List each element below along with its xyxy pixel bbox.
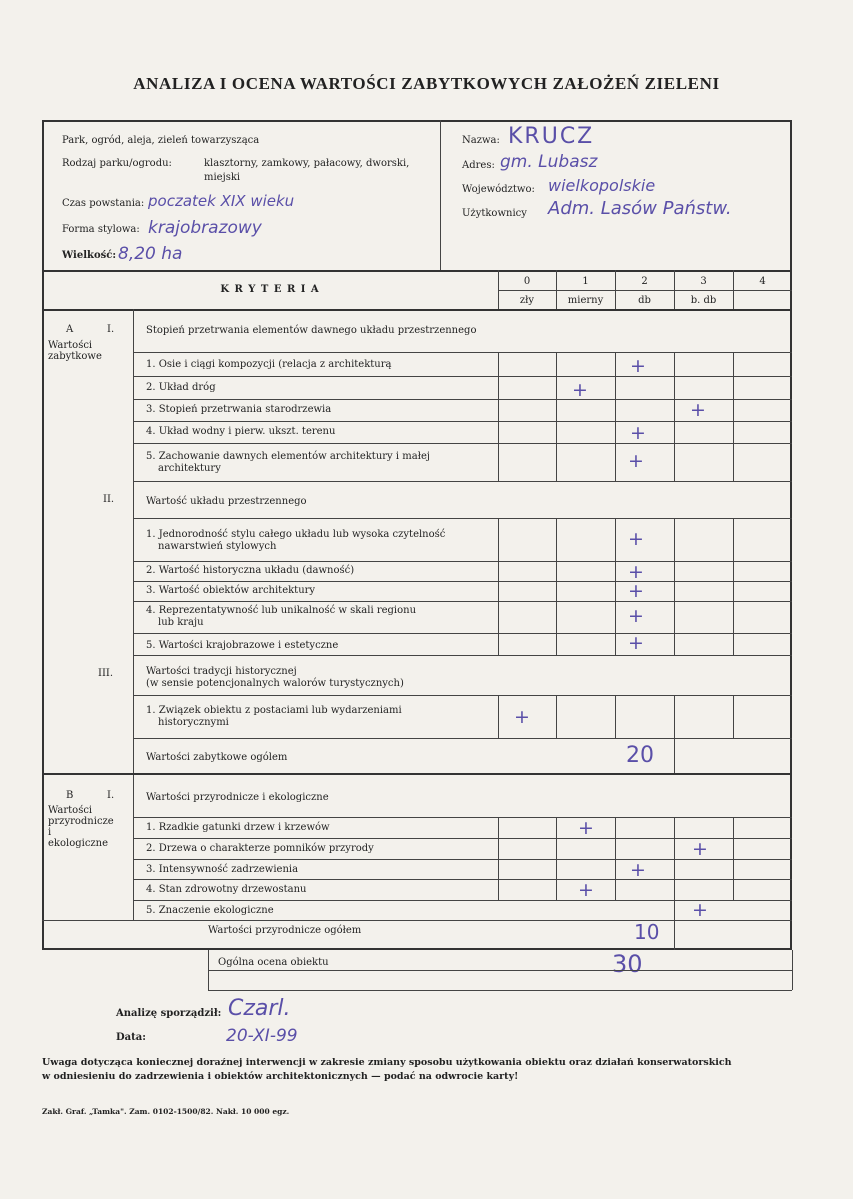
mark-b1-4: + [578, 879, 594, 901]
grid-col [498, 695, 499, 738]
grade-1: mierny [567, 295, 604, 306]
grid-col [556, 518, 557, 655]
row-line [133, 518, 792, 519]
score-2: 2 [641, 276, 648, 287]
row-a1-4: 4. Układ wodny i pierw. ukszt. terenu [146, 426, 336, 437]
wielkosc-value: 8,20 ha [118, 244, 183, 264]
row-b1-1: 1. Rzadkie gatunki drzew i krzewów [146, 822, 330, 833]
b-i-title: Wartości przyrodnicze i ekologiczne [146, 792, 329, 803]
grid-col [674, 352, 675, 481]
document-title: ANALIZA I OCENA WARTOŚCI ZABYTKOWYCH ZAŁOŻEŃ ZIELENI [133, 74, 720, 93]
criteria-header-bottom [42, 309, 792, 311]
row-line [133, 601, 792, 602]
grid-col [498, 817, 499, 900]
grade-0: zły [519, 295, 535, 306]
a-iii-title-1: Wartości tradycji historycznej [146, 666, 297, 677]
kryteria-label: K R Y T E R I A [220, 284, 320, 295]
row-line [133, 879, 792, 880]
grid-col [674, 695, 675, 738]
row-a1-5b: architektury [158, 463, 221, 474]
row-a1-3: 3. Stopień przetrwania starodrzewia [146, 404, 332, 415]
printer-line: Zakł. Graf. „Tamka". Zam. 0102-1500/82. Nakł. 10 000 egz. [42, 1107, 290, 1116]
score-header-line [498, 290, 792, 291]
grid-v1-head [556, 270, 557, 309]
adres-label: Adres: [462, 160, 495, 171]
row-a2-1a: 1. Jednorodność stylu całego układu lub wysoka czytelność [146, 529, 446, 540]
a-i-title: Stopień przetrwania elementów dawnego układu przestrzennego [146, 325, 477, 336]
row-line [133, 817, 792, 818]
data-label: Data: [116, 1032, 146, 1043]
grid-col [733, 518, 734, 655]
mark-b1-5: + [692, 899, 708, 921]
section-col-divider-a [133, 309, 134, 773]
note-line-1: Uwaga dotycząca koniecznej doraźnej interwencji w zakresie zmiany sposobu użytkowania obiektu oraz działań konserwatorskich [42, 1057, 732, 1068]
grid-col [498, 352, 499, 481]
grid-col [733, 352, 734, 481]
row-a2-1b: nawarstwień stylowych [158, 541, 277, 552]
overall-right [792, 950, 793, 990]
overall-left [208, 950, 209, 990]
mark-a2-2: + [628, 561, 644, 583]
row-b1-5: 5. Znaczenie ekologiczne [146, 905, 274, 916]
rodzaj-label: Rodzaj parku/ogrodu: [62, 158, 172, 169]
section-a-letter: A [66, 324, 74, 335]
grid-v0-head [498, 270, 499, 309]
grid-col [733, 695, 734, 738]
section-a-ii: II. [103, 494, 115, 505]
row-a2-4b: lub kraju [158, 617, 204, 628]
section-ab-divider [42, 773, 792, 775]
row-line [133, 481, 792, 482]
mark-a3-1: + [514, 706, 530, 728]
uzytkownicy-value: Adm. Lasów Państw. [548, 198, 732, 219]
forma-label: Forma stylowa: [62, 224, 140, 235]
row-a1-2: 2. Układ dróg [146, 382, 216, 393]
row-a1-1: 1. Osie i ciągi kompozycji (relacja z architekturą [146, 359, 392, 370]
row-overall: Ogólna ocena obiektu [218, 957, 329, 968]
grid-col [615, 695, 616, 738]
mark-a2-1: + [628, 528, 644, 550]
row-a2-5: 5. Wartości krajobrazowe i estetyczne [146, 640, 339, 651]
nazwa-value: KRUCZ [508, 124, 595, 149]
score-3: 3 [700, 276, 707, 287]
row-line [133, 352, 792, 353]
mark-a1-5: + [628, 450, 644, 472]
grid-v3-head [674, 270, 675, 309]
header-divider [42, 270, 792, 272]
row-line [133, 421, 792, 422]
row-line [42, 920, 792, 921]
mark-a1-3: + [690, 399, 706, 421]
nazwa-label: Nazwa: [462, 135, 500, 146]
grade-3: b. db [690, 295, 717, 306]
grid-col [733, 817, 734, 900]
a-ii-title: Wartość układu przestrzennego [146, 496, 307, 507]
mark-a2-4: + [628, 605, 644, 627]
grid-col [498, 518, 499, 655]
rodzaj-options: klasztorny, zamkowy, pałacowy, dworski, [204, 158, 410, 169]
section-col-divider-b [133, 773, 134, 920]
grid-col [615, 817, 616, 900]
mark-a2-3: + [628, 580, 644, 602]
grid-col [615, 518, 616, 655]
section-b-i: I. [107, 790, 115, 801]
forma-value: krajobrazowy [148, 218, 262, 238]
rodzaj-options-2: miejski [204, 172, 241, 183]
mark-b1-3: + [630, 859, 646, 881]
row-line [133, 443, 792, 444]
analiza-signature: Czarl. [228, 996, 291, 1021]
data-value: 20-XI-99 [226, 1026, 298, 1046]
section-a-i: I. [107, 324, 115, 335]
a-total-value: 20 [626, 743, 654, 768]
section-a-name: Wartości zabytkowe [48, 340, 102, 362]
mark-b1-2: + [692, 838, 708, 860]
wielkosc-label: Wielkość: [62, 250, 117, 261]
row-line [133, 655, 792, 656]
row-a2-2: 2. Wartość historyczna układu (dawność) [146, 565, 355, 576]
mark-b1-1: + [578, 817, 594, 839]
grid-v4-head [733, 270, 734, 309]
mark-a1-1: + [630, 355, 646, 377]
grade-2: db [638, 295, 651, 306]
row-line [133, 581, 792, 582]
mark-a1-4: + [630, 422, 646, 444]
grid-v2-head [615, 270, 616, 309]
analiza-label: Analizę sporządził: [116, 1008, 222, 1019]
row-b-total: Wartości przyrodnicze ogółem [208, 925, 362, 936]
b-total-value: 10 [634, 920, 660, 944]
row-b1-3: 3. Intensywność zadrzewienia [146, 864, 299, 875]
grid-col [556, 817, 557, 900]
grid-col [674, 738, 675, 773]
grid-col [556, 695, 557, 738]
section-a-iii: III. [98, 668, 114, 679]
row-line [133, 695, 792, 696]
row-a2-3: 3. Wartość obiektów architektury [146, 585, 316, 596]
grid-col [674, 518, 675, 655]
grid-col [615, 352, 616, 481]
row-line [133, 633, 792, 634]
score-0: 0 [523, 276, 531, 287]
adres-value: gm. Lubasz [500, 152, 598, 172]
row-line [133, 738, 792, 739]
a-iii-title-2: (w sensie potencjonalnych walorów turystycznych) [146, 678, 404, 689]
row-a1-5a: 5. Zachowanie dawnych elementów architektury i małej [146, 451, 430, 462]
mark-a2-5: + [628, 632, 644, 654]
row-a2-4a: 4. Reprezentatywność lub unikalność w skali regionu [146, 605, 417, 616]
overall-bottom [208, 990, 792, 991]
czas-value: poczatek XIX wieku [148, 192, 295, 210]
park-type-line: Park, ogród, aleja, zieleń towarzysząca [62, 135, 260, 146]
mark-a1-2: + [572, 379, 588, 401]
header-split [440, 120, 441, 270]
row-line [133, 561, 792, 562]
section-b-letter: B [66, 790, 74, 801]
grid-col [674, 920, 675, 950]
row-a3-1a: 1. Związek obiektu z postaciami lub wydarzeniami [146, 705, 402, 716]
section-b-name: Wartości przyrodnicze i ekologiczne [48, 805, 114, 849]
row-b1-4: 4. Stan zdrowotny drzewostanu [146, 884, 307, 895]
wojewodztwo-value: wielkopolskie [548, 176, 656, 195]
overall-line [208, 970, 792, 971]
overall-value: 30 [612, 950, 643, 978]
score-4: 4 [759, 276, 766, 287]
grid-col [556, 352, 557, 481]
row-line [133, 376, 792, 377]
grid-col [674, 817, 675, 920]
score-1: 1 [582, 276, 589, 287]
row-a3-1b: historycznymi [158, 717, 229, 728]
note-line-2: w odniesieniu do zadrzewienia i obiektów architektonicznych — podać na odwrocie karty! [42, 1071, 519, 1082]
row-a-total: Wartości zabytkowe ogólem [146, 752, 288, 763]
uzytkownicy-label: Użytkownicy [462, 208, 527, 219]
czas-label: Czas powstania: [62, 198, 145, 209]
row-b1-2: 2. Drzewa o charakterze pomników przyrody [146, 843, 374, 854]
wojewodztwo-label: Województwo: [462, 184, 535, 195]
